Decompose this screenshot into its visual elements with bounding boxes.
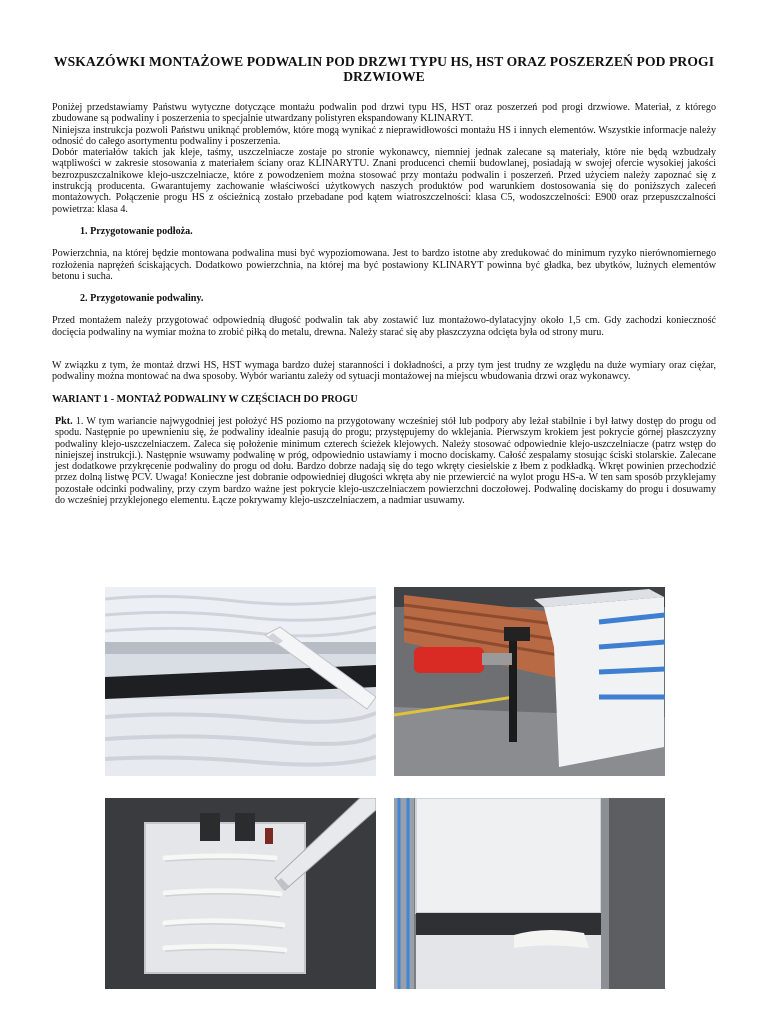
section1-heading: 1. Przygotowanie podłoża. (80, 225, 193, 237)
intro-paragraph-1: Poniżej przedstawiamy Państwu wytyczne dotyczące montażu podwalin pod drzwi typu HS, HST oraz poszerzeń pod progi drzwiowe. Materiał, z którego zbudowane są podwaliny i poszerzenia to specjalnie utwardzany polistyren ekspandowany KLINARYT. (52, 102, 716, 125)
clamped-sill-with-red-clamp-photo (394, 587, 665, 776)
intro-paragraph-2: Niniejsza instrukcja pozwoli Państwu uniknąć problemów, które mogą wynikać z nieprawidłowości montażu HS i innych elementów. Wszystkie informacje należy odnosić do całego asortymentu podwaliny i poszerzenia. (52, 124, 716, 147)
document-page (52, 54, 716, 506)
adhesive-paths-on-sill-photo (105, 798, 376, 989)
adhesive-application-on-sill-photo (105, 587, 376, 776)
sill-joint-closeup-photo (394, 798, 665, 989)
pkt-label: Pkt. (55, 415, 73, 427)
variant1-text (52, 416, 716, 506)
section1-text: Powierzchnia, na której będzie montowana podwalina musi być wypoziomowana. Jest to bardzo istotne aby zredukować do minimum ryzyko nierównomiernego rozłożenia naprężeń ściskających. Dodatkowo powierzchnia, na której ma być postawiony KLINARYT powinna być gładka, bez ubytków, luźnych elementów betonu i sucha. (52, 248, 716, 282)
methods-paragraph: W związku z tym, że montaż drzwi HS, HST wymaga bardzo dużej staranności i dokładności, a przy tym jest trudny ze względu na duże wymiary oraz ciężar, podwaliny można montować na dwa sposoby. Wybór wariantu zależy od sytuacji montażowej na miejscu wbudowania drzwi oraz wykonawcy. (52, 360, 716, 383)
variant1-body: 1. W tym wariancie najwygodniej jest położyć HS poziomo na przygotowany wcześniej stół lub podpory aby leżał stabilnie i był łatwy dostęp do progu od spodu. Następnie po upewnieniu się, że podwaliny idealnie pasują do progu; przystępujemy do wklejania. Pierwszym krokiem jest pokrycie górnej płaszczyzny podwaliny klejo-uszczelniaczem. Zaleca się położenie minimum czterech ścieżek klejowych. Należy stosować odpowiednie klejo-uszczelniacze (patrz wstęp do niniejszej instrukcji.). Następnie wsuwamy podwalinę w próg, odpowiednio ustawiamy i mocno dociskamy. Całość zespalamy stosując ściski stolarskie. Zalecane jest dodatkowe przykręcenie podwaliny do progu od dołu. Bardzo dobrze nadają się do tego wkręty ciesielskie z łbem z podkładką. Wkręt powinien przechodzić przez dolną listwę PCV. Uwaga! Konieczne jest dobranie odpowiedniej długości wkręta aby nie przewiercić na wylot progu HS-a. W ten sam sposób przyklejamy pozostałe odcinki podwaliny, przy czym bardzo ważne jest pokrycie klejo-uszczelniaczem powierzchni doczołowej. Podwalinę dociskamy do progu i dosuwamy do wcześniej przyklejonego elementu. Łącze pokrywamy klejo-uszczelniaczem, a nadmiar usuwamy. (55, 415, 716, 507)
photo-grid (105, 587, 665, 989)
document-title: WSKAZÓWKI MONTAŻOWE PODWALIN POD DRZWI TYPU HS, HST ORAZ POSZERZEŃ POD PROGI DRZWIOWE (53, 54, 715, 84)
variant1-heading: WARIANT 1 - MONTAŻ PODWALINY W CZĘŚCIACH DO PROGU (52, 393, 358, 405)
intro-paragraph-3: Dobór materiałów takich jak kleje, taśmy, uszczelniacze zostaje po stronie wykonawcy, niemniej jednak zalecane są materiały, które nie będą wzbudzały wątpliwości w zakresie stosowania z materiałem ściany oraz KLINARYTU. Znani producenci chemii budowlanej, posiadają w swojej ofercie wysokiej jakości bezrozpuszczalnikowe klejo-uszczelniacze, które z powodzeniem można stosować przy montażu podwalin i poszerzeń. Przed użyciem należy zapoznać się z instrukcją producenta. Gwarantujemy zachowanie właściwości użytkowych naszych produktów pod warunkiem dostosowania się do poniższych zaleceń montażowych. Połączenie progu HS z ościeżnicą zostało przebadane pod kątem wiatroszczelności: klasa C5, wodoszczelności: E900 oraz przepuszczalności powietrza: klasa 4. (52, 147, 716, 215)
section2-text: Przed montażem należy przygotować odpowiednią długość podwalin tak aby zostawić luz montażowo-dylatacyjny około 1,5 cm. Gdy zachodzi konieczność docięcia podwaliny na wymiar można to zrobić piłką do metalu, drewna. Należy starać się aby płaszczyzna odcięta była od strony muru. (52, 315, 716, 338)
section2-heading: 2. Przygotowanie podwaliny. (80, 293, 204, 305)
